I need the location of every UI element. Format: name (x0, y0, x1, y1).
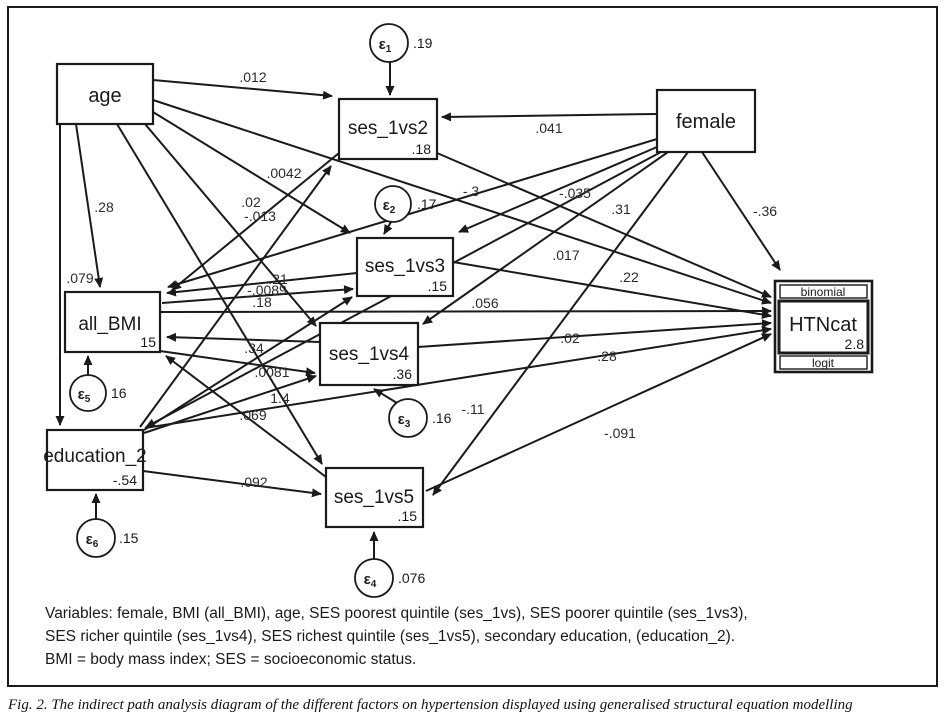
note-line-2: SES richer quintile (ses_1vs4), SES richest quintile (ses_1vs5), secondary education, (education_2). (45, 628, 736, 645)
node-ses_1vs4-label: ses_1vs4 (328, 344, 410, 365)
path-education_2-ses_1vs2 (140, 166, 331, 427)
coef-age-ses_1vs2: .012 (239, 69, 267, 85)
e2-value: .17 (417, 196, 437, 212)
coef-age-ses_1vs4: .02 (241, 194, 261, 210)
node-HTNcat-link: logit (811, 356, 835, 370)
e4-value: .076 (398, 570, 426, 586)
error-term-e2 (375, 186, 437, 222)
e5-value: 16 (111, 385, 127, 401)
coef-ses_1vs3-HTNcat: .22 (619, 269, 639, 285)
coef-female-all_BMI: .21 (268, 271, 288, 287)
e5-sub: 5 (84, 394, 91, 405)
error-term-e5 (70, 375, 127, 411)
path-ses_1vs3-HTNcat (453, 262, 771, 316)
error-term-e4 (355, 559, 425, 597)
path-female-ses_1vs4 (423, 152, 668, 324)
node-all_BMI-label: all_BMI (78, 314, 142, 335)
path-e2-ses_1vs3 (384, 222, 391, 234)
node-all_BMI (65, 292, 160, 352)
path-age-ses_1vs4 (145, 124, 316, 326)
coef-education_2-ses_1vs4: 1.4 (270, 390, 290, 406)
path-ses_1vs2-HTNcat (437, 153, 771, 297)
coef-ses_1vs2-HTNcat: .31 (611, 201, 631, 217)
coef-ses_1vs5-all_BMI: .069 (239, 407, 267, 423)
coef-age-education_2: .079 (66, 270, 94, 286)
node-ses_1vs3 (357, 238, 453, 296)
error-term-e1 (370, 24, 433, 62)
node-ses_1vs2-value: .18 (411, 141, 431, 157)
coef-female-ses_1vs3: -.035 (559, 185, 591, 201)
note-line-1: Variables: female, BMI (all_BMI), age, SES poorest quintile (ses_1vs), SES poorer quintile (ses_1vs3), (45, 605, 748, 622)
coef-all_BMI-ses_1vs4: .0081 (254, 364, 290, 380)
node-ses_1vs5 (326, 468, 423, 527)
coef-all_BMI-ses_1vs3: -.0089 (247, 282, 287, 298)
e2-symbol: ε (382, 197, 390, 214)
coef-ses_1vs4-HTNcat: .02 (560, 330, 580, 346)
node-all_BMI-value: 15 (140, 334, 156, 350)
coef-female-ses_1vs5: -.11 (461, 401, 485, 417)
path-female-ses_1vs2 (442, 114, 657, 117)
e1-symbol: ε (378, 36, 386, 53)
node-age (57, 64, 153, 124)
coef-education_2-ses_1vs5: .092 (240, 474, 268, 490)
error-term-e3 (389, 399, 452, 437)
node-education_2 (43, 430, 147, 490)
e2-sub: 2 (389, 205, 396, 216)
node-HTNcat-value: 2.8 (844, 336, 864, 352)
e6-sub: 6 (92, 539, 99, 550)
coef-ses_1vs4-all_BMI: .34 (244, 340, 264, 356)
node-HTNcat (775, 281, 872, 372)
figure-caption: Fig. 2. The indirect path analysis diagram of the different factors on hypertension displayed using generalised structural equation modelling (8, 697, 853, 713)
node-ses_1vs3-value: .15 (427, 278, 447, 294)
node-female (657, 90, 755, 152)
e6-value: .15 (119, 530, 139, 546)
coef-age-ses_1vs3: .0042 (266, 165, 302, 181)
path-all_BMI-HTNcat (160, 311, 771, 312)
node-ses_1vs4 (320, 323, 418, 385)
node-HTNcat-label: HTNcat (789, 314, 857, 336)
node-HTNcat-family: binomial (800, 285, 846, 299)
note-line-3: BMI = body mass index; SES = socioeconomic status. (45, 651, 417, 668)
node-ses_1vs5-value: .15 (397, 508, 417, 524)
e6-symbol: ε (85, 531, 93, 548)
e4-sub: 4 (370, 579, 377, 590)
path-e3-ses_1vs4 (374, 389, 397, 403)
coef-female-HTNcat: -.36 (752, 203, 778, 219)
error-term-e6 (77, 519, 139, 557)
e4-symbol: ε (363, 571, 371, 588)
node-age-label: age (88, 85, 122, 107)
node-ses_1vs3-label: ses_1vs3 (364, 256, 446, 277)
node-ses_1vs2 (339, 99, 437, 159)
coef-female-ses_1vs2: .041 (535, 120, 563, 136)
node-ses_1vs5-label: ses_1vs5 (333, 487, 415, 508)
coef-female-ses_1vs4: .017 (552, 247, 580, 263)
path-education_2-ses_1vs5 (143, 471, 321, 494)
coef-ses_1vs3-all_BMI: .18 (252, 294, 272, 310)
coef-age-ses_1vs5: -.013 (244, 208, 276, 224)
path-female-ses_1vs5 (433, 152, 688, 495)
node-education_2-label: education_2 (43, 446, 147, 467)
coef-education_2-HTNcat: .28 (597, 348, 617, 364)
e3-symbol: ε (397, 411, 405, 428)
coef-age-all_BMI: .28 (94, 199, 114, 215)
path-ses_1vs4-HTNcat (418, 323, 771, 347)
e3-sub: 3 (404, 419, 411, 430)
e5-symbol: ε (77, 386, 85, 403)
variables-note (45, 605, 748, 668)
coef-all_BMI-HTNcat: .056 (471, 295, 499, 311)
e1-value: .19 (413, 35, 433, 51)
e1-sub: 1 (385, 44, 392, 55)
node-ses_1vs2-label: ses_1vs2 (347, 118, 429, 139)
coef-age-HTNcat: -.3 (462, 183, 480, 199)
node-female-label: female (675, 111, 737, 133)
node-ses_1vs4-value: .36 (392, 366, 412, 382)
node-education_2-value: -.54 (112, 472, 137, 488)
coef-ses_1vs5-HTNcat: -.091 (604, 425, 636, 441)
e3-value: .16 (432, 410, 452, 426)
